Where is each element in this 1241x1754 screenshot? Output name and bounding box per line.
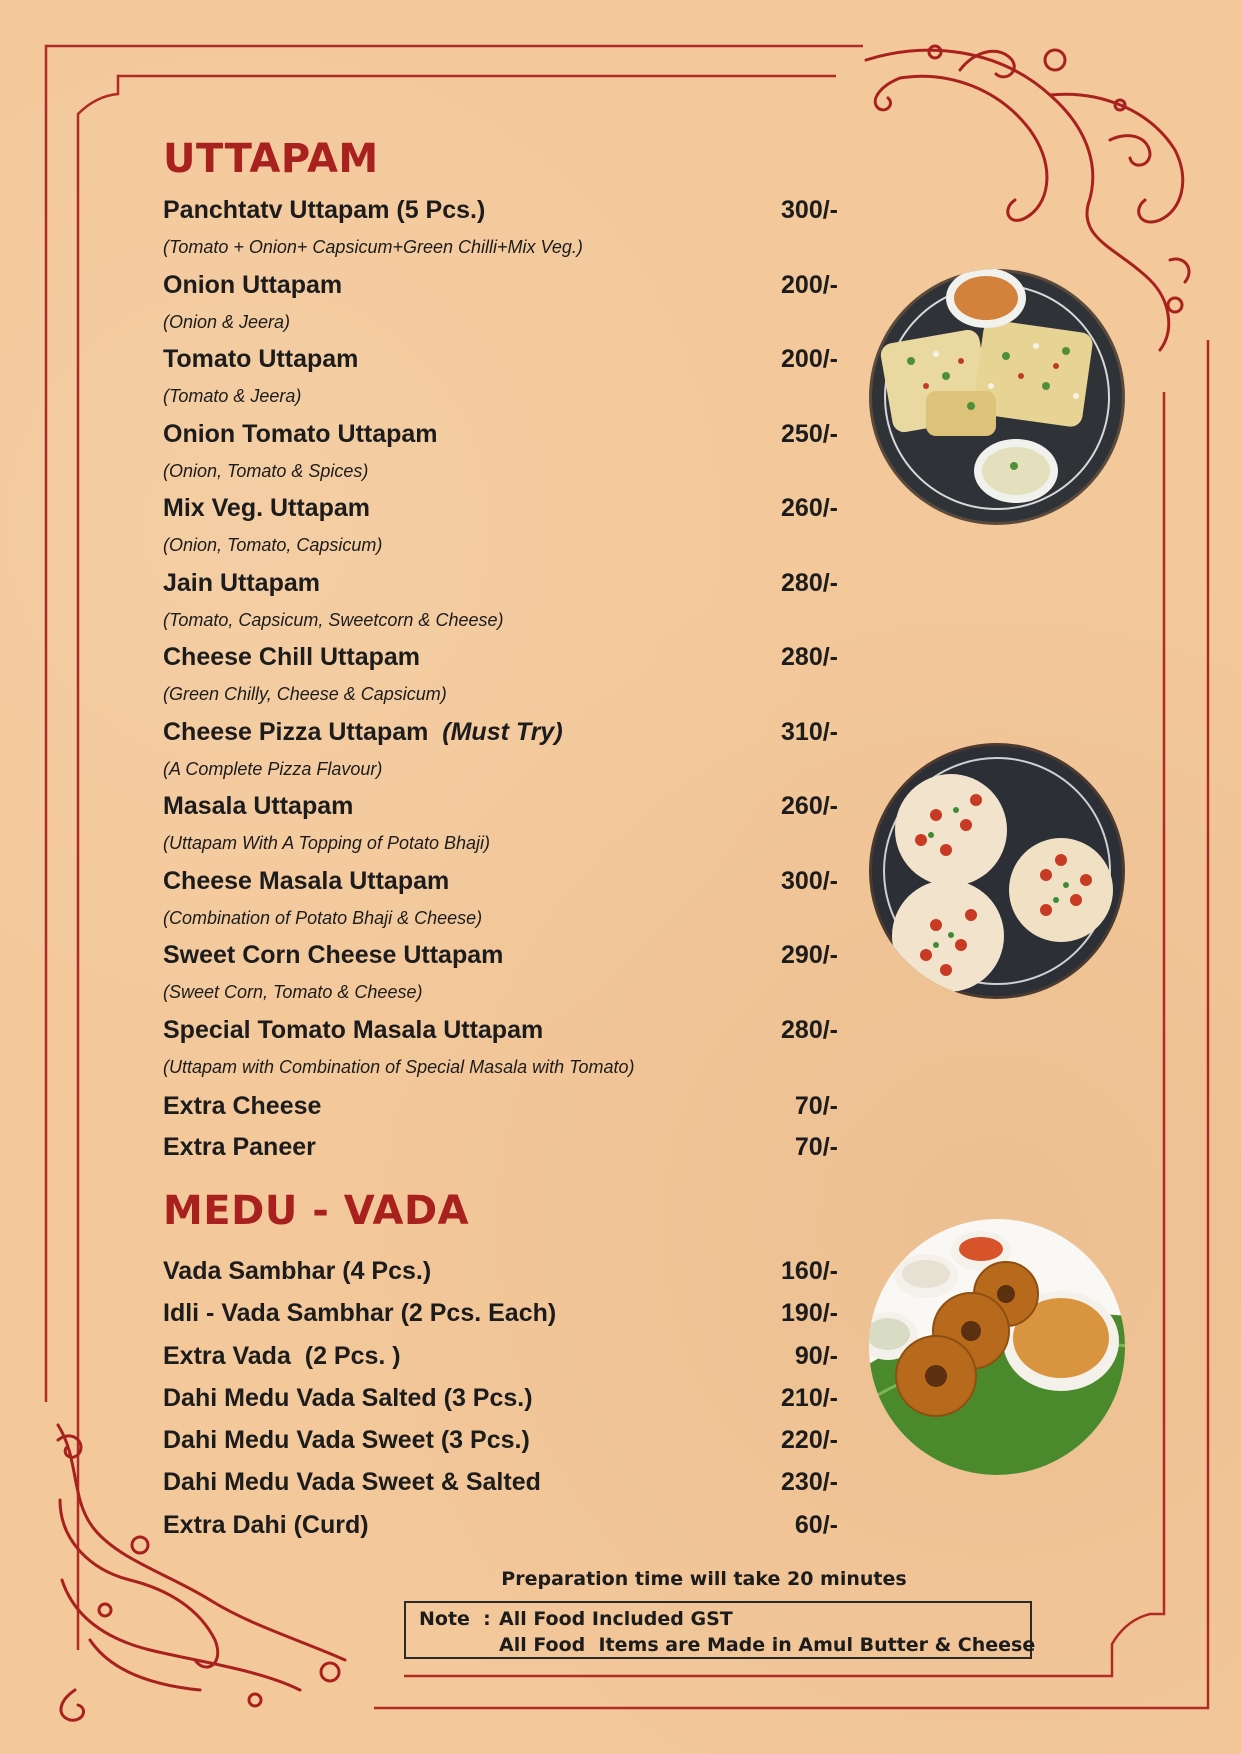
medu-vada-photo: [866, 1216, 1128, 1478]
menu-item: [163, 1461, 838, 1503]
item-name: Mix Veg. Uttapam: [163, 494, 370, 522]
note-prefix: Note :: [419, 1608, 491, 1630]
menu-item: [163, 1504, 838, 1546]
menu-item: [163, 267, 838, 342]
note-box: [404, 1601, 1036, 1659]
menu-item: [163, 937, 838, 1012]
item-description: (A Complete Pizza Flavour): [163, 758, 383, 779]
item-price: 190/-: [781, 1299, 838, 1328]
item-name: Extra Dahi (Curd): [163, 1510, 369, 1539]
menu-item: [163, 1012, 838, 1087]
item-name: Dahi Medu Vada Salted (3 Pcs.): [163, 1383, 533, 1412]
item-price: 220/-: [781, 1426, 838, 1455]
item-description: (Combination of Potato Bhaji & Cheese): [163, 907, 483, 928]
item-price: 300/-: [781, 196, 838, 224]
item-description: (Tomato & Jeera): [163, 386, 302, 406]
item-description: (Green Chilly, Cheese & Capsicum): [163, 684, 447, 704]
menu-item: [163, 863, 838, 938]
item-name: Jain Uttapam: [163, 568, 320, 597]
item-price: 300/-: [781, 866, 838, 895]
menu-item: [163, 1250, 838, 1292]
menu-item: [163, 1292, 838, 1334]
item-price: 200/-: [781, 345, 838, 373]
item-price: 280/-: [781, 643, 838, 671]
note-gst: All Food Included GST: [499, 1608, 733, 1630]
extra-item: [163, 1127, 838, 1168]
item-description: (Onion, Tomato, Capsicum): [163, 535, 383, 555]
menu-item: [163, 788, 838, 863]
item-name: Extra Vada (2 Pcs. ): [163, 1341, 401, 1370]
item-name: Cheese Chill Uttapam: [163, 643, 421, 671]
item-price: 60/-: [794, 1510, 838, 1539]
item-name: Dahi Medu Vada Sweet & Salted: [163, 1468, 541, 1497]
item-price: 260/-: [781, 792, 838, 820]
item-name: Onion Uttapam: [163, 270, 343, 299]
item-price: 250/-: [781, 419, 838, 448]
menu-item: [163, 565, 838, 640]
extra-item: [163, 1086, 838, 1127]
item-name: Dahi Medu Vada Sweet (3 Pcs.): [163, 1426, 530, 1455]
item-name-text: Cheese Pizza Uttapam: [163, 717, 429, 746]
menu-item: [163, 490, 838, 565]
item-description: (Onion, Tomato & Spices): [163, 460, 369, 481]
item-description: (Tomato, Capsicum, Sweetcorn & Cheese): [163, 609, 504, 630]
uttapam-heading: UTTAPAM: [163, 136, 379, 182]
menu-item: [163, 714, 838, 789]
item-price: 290/-: [781, 941, 838, 969]
menu-item: [163, 639, 838, 714]
item-description: (Uttapam with Combination of Special Masala with Tomato): [163, 1056, 635, 1077]
medu-vada-list: [163, 1250, 838, 1546]
item-description: (Onion & Jeera): [163, 311, 291, 332]
item-price: 160/-: [781, 1257, 838, 1285]
item-price: 280/-: [781, 568, 838, 597]
item-name: [163, 714, 563, 750]
item-name: Onion Tomato Uttapam: [163, 419, 438, 448]
item-description: (Uttapam With A Topping of Potato Bhaji): [163, 833, 491, 853]
item-price: 200/-: [781, 270, 838, 299]
item-price: 90/-: [794, 1341, 838, 1370]
uttapam-list: [163, 192, 838, 1168]
item-price: 280/-: [781, 1015, 838, 1044]
item-price: 70/-: [794, 1092, 838, 1120]
item-name: Sweet Corn Cheese Uttapam: [163, 941, 504, 969]
item-name: Idli - Vada Sambhar (2 Pcs. Each): [163, 1299, 557, 1328]
item-name: Extra Paneer: [163, 1133, 316, 1161]
item-price: 230/-: [781, 1468, 838, 1497]
item-name: Cheese Masala Uttapam: [163, 866, 450, 895]
menu-item: [163, 1419, 838, 1461]
must-try-tag: (Must Try): [442, 717, 563, 746]
item-price: 310/-: [781, 717, 838, 746]
item-description: (Sweet Corn, Tomato & Cheese): [163, 982, 423, 1002]
medu-vada-heading: MEDU - VADA: [163, 1188, 470, 1234]
preparation-time-note: Preparation time will take 20 minutes: [501, 1568, 907, 1590]
menu-item: [163, 1335, 838, 1377]
item-description: (Tomato + Onion+ Capsicum+Green Chilli+Mix Veg.): [163, 237, 583, 257]
menu-item: [163, 1377, 838, 1419]
pizza-uttapam-photo: [866, 740, 1128, 1002]
note-line-2: All Food Items are Made in Amul Butter & Cheese: [499, 1634, 1036, 1656]
item-name: Extra Cheese: [163, 1092, 322, 1120]
uttapam-plate-photo: [866, 266, 1128, 528]
item-price: 70/-: [794, 1133, 838, 1161]
item-name: Tomato Uttapam: [163, 345, 359, 373]
item-name: Masala Uttapam: [163, 792, 354, 820]
item-name: Vada Sambhar (4 Pcs.): [163, 1257, 432, 1285]
menu-item: [163, 192, 838, 267]
item-name: Special Tomato Masala Uttapam: [163, 1015, 544, 1044]
menu-item: [163, 416, 838, 491]
item-price: 210/-: [781, 1383, 838, 1412]
menu-item: [163, 341, 838, 416]
note-line-1: [419, 1606, 1030, 1632]
item-price: 260/-: [781, 494, 838, 522]
item-name: Panchtatv Uttapam (5 Pcs.): [163, 196, 486, 224]
